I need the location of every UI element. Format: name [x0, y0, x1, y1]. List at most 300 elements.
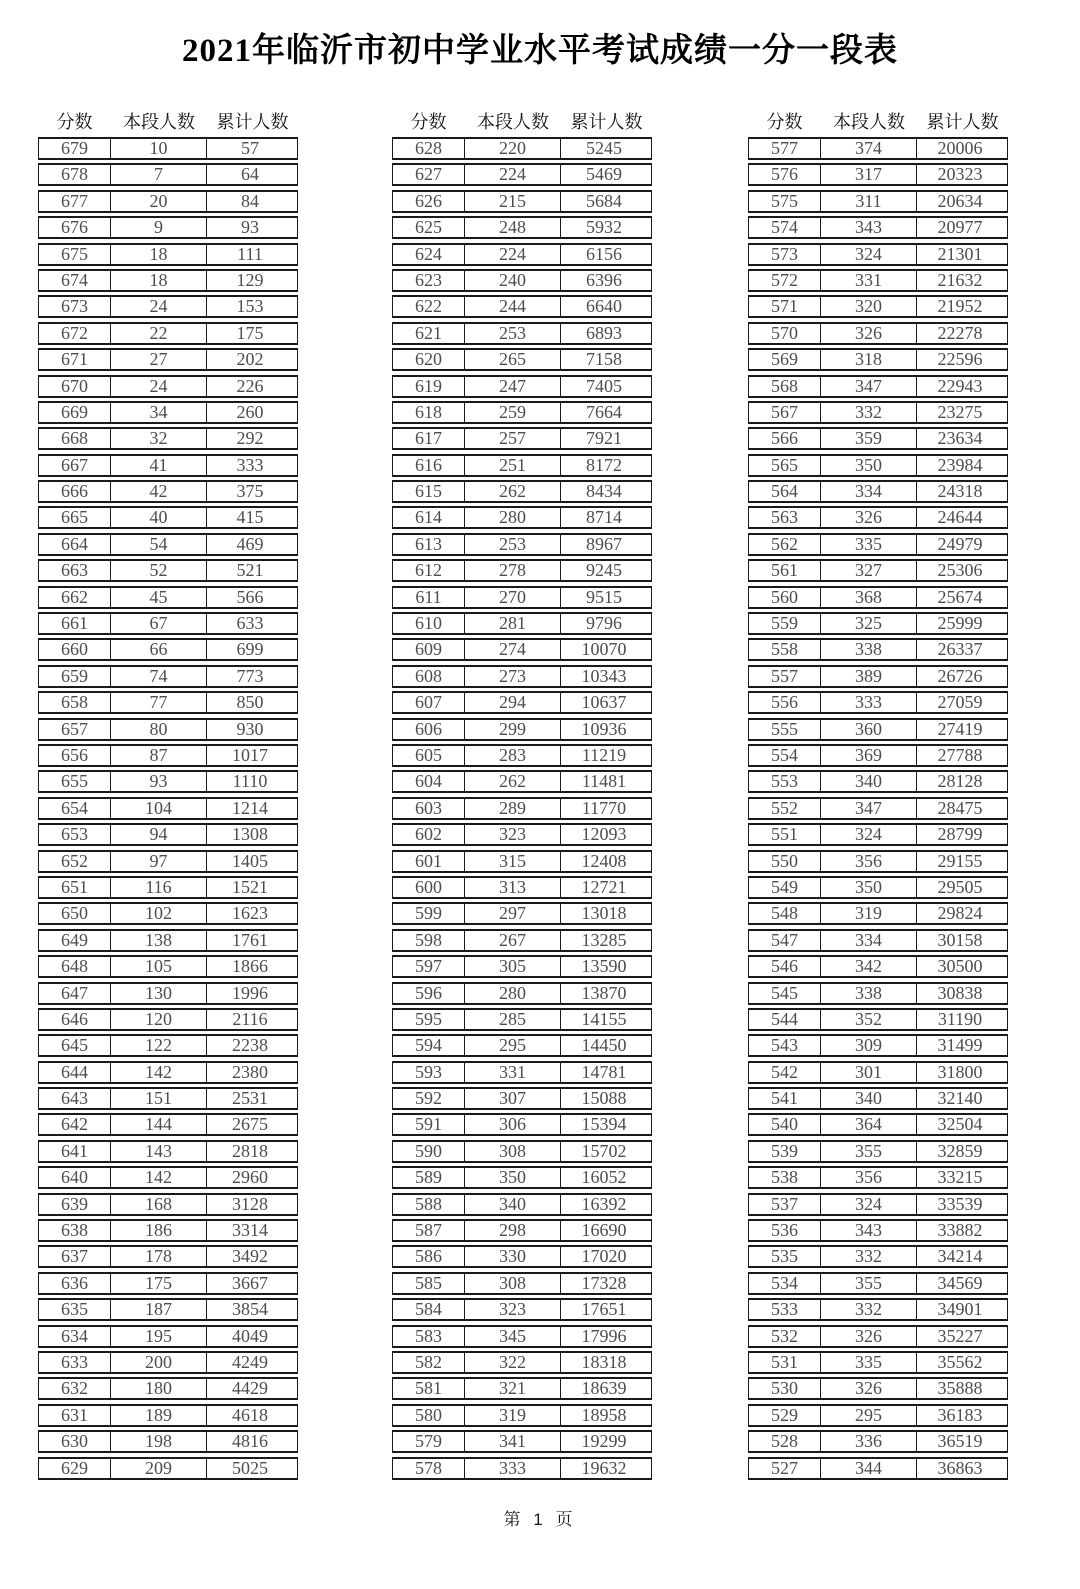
- table-row: [38, 1325, 298, 1348]
- cumulative-count-cell: 2238: [232, 1035, 268, 1056]
- segment-count-cell: 356: [821, 852, 917, 871]
- table-row: [38, 1193, 298, 1216]
- cumulative-count-cell: 202: [236, 349, 264, 370]
- table-row: [748, 1351, 1008, 1374]
- score-cell: 548: [749, 904, 821, 923]
- segment-count-cell: 343: [821, 218, 917, 237]
- cumulative-count-cell: 27788: [937, 744, 983, 765]
- score-cell: 567: [749, 403, 821, 422]
- segment-count-cell: 334: [821, 931, 917, 950]
- segment-count-cell: 374: [821, 139, 917, 158]
- table-row: [748, 665, 1008, 688]
- cumulative-count-cell: 24644: [937, 507, 983, 528]
- score-cell: 610: [393, 614, 465, 633]
- table-row: [392, 744, 652, 767]
- score-cell: 654: [39, 799, 111, 818]
- cumulative-count-cell: 34901: [937, 1299, 983, 1320]
- table-row: [38, 1377, 298, 1400]
- segment-count-cell: 104: [111, 799, 207, 818]
- cumulative-count-cell: 84: [241, 190, 259, 211]
- segment-count-cell: 336: [821, 1432, 917, 1451]
- segment-count-cell: 9: [111, 218, 207, 237]
- segment-count-cell: 319: [465, 1406, 561, 1425]
- score-cell: 591: [393, 1115, 465, 1134]
- cumulative-count-cell: 33882: [937, 1220, 983, 1241]
- cumulative-count-cell: 6396: [586, 269, 622, 290]
- table-row: [748, 1430, 1008, 1453]
- score-cell: 641: [39, 1142, 111, 1161]
- segment-count-cell: 333: [465, 1459, 561, 1478]
- table-row: [38, 348, 298, 371]
- cumulative-count-cell: 17996: [581, 1325, 627, 1346]
- score-cell: 618: [393, 403, 465, 422]
- table-row: [392, 1034, 652, 1057]
- score-cell: 570: [749, 324, 821, 343]
- segment-count-cell: 330: [465, 1247, 561, 1266]
- score-cell: 575: [749, 192, 821, 211]
- cumulative-count-cell: 12408: [581, 850, 627, 871]
- cumulative-count-cell: 2531: [232, 1088, 268, 1109]
- table-row: [748, 322, 1008, 345]
- segment-count-cell: 280: [465, 984, 561, 1003]
- table-row: [38, 691, 298, 714]
- segment-count-cell: 10: [111, 139, 207, 158]
- page-title: 2021年临沂市初中学业水平考试成绩一分一段表: [182, 33, 898, 69]
- cumulative-count-cell: 93: [241, 217, 259, 238]
- score-cell: 638: [39, 1221, 111, 1240]
- score-cell: 648: [39, 957, 111, 976]
- score-cell: 672: [39, 324, 111, 343]
- table-row: [38, 401, 298, 424]
- table-row: [38, 1008, 298, 1031]
- cumulative-count-cell: 153: [236, 296, 264, 317]
- cumulative-count-cell: 12721: [581, 876, 627, 897]
- score-cell: 545: [749, 984, 821, 1003]
- cumulative-count-cell: 34214: [937, 1246, 983, 1267]
- table-row: [392, 480, 652, 503]
- score-cell: 568: [749, 377, 821, 396]
- score-cell: 658: [39, 693, 111, 712]
- table-row: [748, 216, 1008, 239]
- segment-count-cell: 340: [821, 1089, 917, 1108]
- score-cell: 614: [393, 508, 465, 527]
- cumulative-count-cell: 13285: [581, 929, 627, 950]
- cumulative-count-cell: 31800: [937, 1061, 983, 1082]
- score-cell: 587: [393, 1221, 465, 1240]
- score-cell: 606: [393, 720, 465, 739]
- table-row: [38, 876, 298, 899]
- score-cell: 530: [749, 1379, 821, 1398]
- segment-count-cell: 200: [111, 1353, 207, 1372]
- segment-count-cell: 32: [111, 429, 207, 448]
- cumulative-count-cell: 10343: [581, 665, 627, 686]
- cumulative-count-cell: 260: [236, 401, 264, 422]
- cumulative-count-cell: 1405: [232, 850, 268, 871]
- score-cell: 640: [39, 1168, 111, 1187]
- segment-count-cell: 338: [821, 984, 917, 1003]
- cumulative-count-cell: 175: [236, 322, 264, 343]
- table-row: [38, 1219, 298, 1242]
- segment-count-cell: 209: [111, 1459, 207, 1478]
- table-row: [748, 559, 1008, 582]
- score-cell: 678: [39, 165, 111, 184]
- score-cell: 551: [749, 825, 821, 844]
- cumulative-count-cell: 1996: [232, 982, 268, 1003]
- cumulative-count-cell: 566: [236, 586, 264, 607]
- cumulative-count-cell: 34569: [937, 1272, 983, 1293]
- table-row: [38, 1245, 298, 1268]
- table-row: [748, 427, 1008, 450]
- header-cumulative-count: 累计人数: [216, 112, 289, 132]
- segment-count-cell: 295: [465, 1036, 561, 1055]
- cumulative-count-cell: 11219: [581, 744, 627, 765]
- segment-count-cell: 54: [111, 535, 207, 554]
- segment-count-cell: 341: [465, 1432, 561, 1451]
- segment-count-cell: 350: [465, 1168, 561, 1187]
- table-row: [748, 533, 1008, 556]
- score-cell: 599: [393, 904, 465, 923]
- score-cell: 598: [393, 931, 465, 950]
- cumulative-count-cell: 7158: [586, 349, 622, 370]
- cumulative-count-cell: 32140: [937, 1088, 983, 1109]
- cumulative-count-cell: 292: [236, 428, 264, 449]
- segment-count-cell: 278: [465, 561, 561, 580]
- cumulative-count-cell: 1521: [232, 876, 268, 897]
- cumulative-count-cell: 1623: [232, 903, 268, 924]
- score-cell: 580: [393, 1406, 465, 1425]
- cumulative-count-cell: 10637: [581, 692, 627, 713]
- table-row: [392, 1113, 652, 1136]
- score-cell: 666: [39, 482, 111, 501]
- score-cell: 627: [393, 165, 465, 184]
- score-cell: 632: [39, 1379, 111, 1398]
- cumulative-count-cell: 22943: [937, 375, 983, 396]
- cumulative-count-cell: 30158: [937, 929, 983, 950]
- score-cell: 561: [749, 561, 821, 580]
- segment-count-cell: 80: [111, 720, 207, 739]
- segment-count-cell: 389: [821, 667, 917, 686]
- segment-count-cell: 344: [821, 1459, 917, 1478]
- table-row: [392, 612, 652, 635]
- table-row: [392, 1325, 652, 1348]
- segment-count-cell: 74: [111, 667, 207, 686]
- segment-count-cell: 280: [465, 508, 561, 527]
- cumulative-count-cell: 18639: [581, 1378, 627, 1399]
- score-cell: 626: [393, 192, 465, 211]
- segment-count-cell: 327: [821, 561, 917, 580]
- cumulative-count-cell: 521: [236, 560, 264, 581]
- segment-count-cell: 20: [111, 192, 207, 211]
- cumulative-count-cell: 11481: [581, 771, 627, 792]
- score-cell: 644: [39, 1063, 111, 1082]
- segment-count-cell: 122: [111, 1036, 207, 1055]
- table-row: [38, 480, 298, 503]
- segment-count-cell: 313: [465, 878, 561, 897]
- score-cell: 589: [393, 1168, 465, 1187]
- table-row: [748, 982, 1008, 1005]
- score-cell: 572: [749, 271, 821, 290]
- table-row: [748, 269, 1008, 292]
- segment-count-cell: 294: [465, 693, 561, 712]
- cumulative-count-cell: 469: [236, 533, 264, 554]
- table-row: [392, 1457, 652, 1480]
- cumulative-count-cell: 226: [236, 375, 264, 396]
- table-row: [38, 823, 298, 846]
- cumulative-count-cell: 28475: [937, 797, 983, 818]
- segment-count-cell: 186: [111, 1221, 207, 1240]
- header-cumulative-count: 累计人数: [570, 112, 643, 132]
- table-row: [38, 559, 298, 582]
- segment-count-cell: 305: [465, 957, 561, 976]
- score-cell: 669: [39, 403, 111, 422]
- segment-count-cell: 34: [111, 403, 207, 422]
- column-header-row: [38, 109, 298, 133]
- table-row: [392, 322, 652, 345]
- segment-count-cell: 326: [821, 508, 917, 527]
- segment-count-cell: 308: [465, 1142, 561, 1161]
- table-row: [38, 797, 298, 820]
- table-row: [392, 902, 652, 925]
- score-cell: 633: [39, 1353, 111, 1372]
- segment-count-cell: 259: [465, 403, 561, 422]
- cumulative-count-cell: 2818: [232, 1140, 268, 1161]
- table-row: [392, 955, 652, 978]
- cumulative-count-cell: 20634: [937, 190, 983, 211]
- score-cell: 607: [393, 693, 465, 712]
- table-row: [748, 1245, 1008, 1268]
- cumulative-count-cell: 19632: [581, 1457, 627, 1478]
- table-row: [748, 454, 1008, 477]
- segment-count-cell: 326: [821, 1379, 917, 1398]
- segment-count-cell: 317: [821, 165, 917, 184]
- table-row: [38, 1351, 298, 1374]
- cumulative-count-cell: 5025: [232, 1457, 268, 1478]
- cumulative-count-cell: 32504: [937, 1114, 983, 1135]
- cumulative-count-cell: 22596: [937, 349, 983, 370]
- cumulative-count-cell: 21632: [937, 269, 983, 290]
- segment-count-cell: 298: [465, 1221, 561, 1240]
- segment-count-cell: 360: [821, 720, 917, 739]
- score-cell: 558: [749, 640, 821, 659]
- segment-count-cell: 347: [821, 377, 917, 396]
- score-cell: 679: [39, 139, 111, 158]
- score-cell: 596: [393, 984, 465, 1003]
- segment-count-cell: 273: [465, 667, 561, 686]
- cumulative-count-cell: 10070: [581, 639, 627, 660]
- score-cell: 676: [39, 218, 111, 237]
- score-cell: 662: [39, 588, 111, 607]
- segment-count-cell: 323: [465, 1300, 561, 1319]
- score-cell: 563: [749, 508, 821, 527]
- cumulative-count-cell: 14155: [581, 1008, 627, 1029]
- table-row: [748, 375, 1008, 398]
- cumulative-count-cell: 2116: [232, 1008, 268, 1029]
- table-row: [38, 1457, 298, 1480]
- segment-count-cell: 322: [465, 1353, 561, 1372]
- table-row: [38, 1298, 298, 1321]
- table-row: [392, 929, 652, 952]
- segment-count-cell: 253: [465, 324, 561, 343]
- cumulative-count-cell: 23275: [937, 401, 983, 422]
- score-cell: 549: [749, 878, 821, 897]
- table-row: [392, 1404, 652, 1427]
- score-cell: 586: [393, 1247, 465, 1266]
- table-row: [748, 876, 1008, 899]
- cumulative-count-cell: 1308: [232, 824, 268, 845]
- segment-count-cell: 306: [465, 1115, 561, 1134]
- segment-count-cell: 270: [465, 588, 561, 607]
- table-row: [392, 506, 652, 529]
- score-cell: 673: [39, 297, 111, 316]
- table-row: [38, 718, 298, 741]
- score-cell: 628: [393, 139, 465, 158]
- table-row: [38, 744, 298, 767]
- score-cell: 668: [39, 429, 111, 448]
- segment-count-cell: 325: [821, 614, 917, 633]
- cumulative-count-cell: 25306: [937, 560, 983, 581]
- table-row: [38, 929, 298, 952]
- score-cell: 588: [393, 1195, 465, 1214]
- table-row: [392, 1061, 652, 1084]
- score-cell: 621: [393, 324, 465, 343]
- score-cell: 653: [39, 825, 111, 844]
- table-row: [748, 718, 1008, 741]
- table-row: [748, 295, 1008, 318]
- score-cell: 652: [39, 852, 111, 871]
- cumulative-count-cell: 18318: [581, 1351, 627, 1372]
- table-row: [748, 1061, 1008, 1084]
- table-row: [748, 1008, 1008, 1031]
- table-row: [392, 797, 652, 820]
- score-cell: 564: [749, 482, 821, 501]
- segment-count-cell: 180: [111, 1379, 207, 1398]
- score-cell: 663: [39, 561, 111, 580]
- cumulative-count-cell: 4429: [232, 1378, 268, 1399]
- table-row: [392, 533, 652, 556]
- table-row: [392, 1087, 652, 1110]
- cumulative-count-cell: 25674: [937, 586, 983, 607]
- segment-count-cell: 324: [821, 245, 917, 264]
- table-row: [38, 216, 298, 239]
- score-table-column: [392, 109, 652, 1483]
- cumulative-count-cell: 15394: [581, 1114, 627, 1135]
- table-row: [392, 1245, 652, 1268]
- table-row: [748, 1034, 1008, 1057]
- table-row: [392, 876, 652, 899]
- score-cell: 629: [39, 1459, 111, 1478]
- score-cell: 569: [749, 350, 821, 369]
- score-cell: 597: [393, 957, 465, 976]
- table-row: [392, 269, 652, 292]
- score-cell: 578: [393, 1459, 465, 1478]
- score-cell: 595: [393, 1010, 465, 1029]
- cumulative-count-cell: 2380: [232, 1061, 268, 1082]
- cumulative-count-cell: 16392: [581, 1193, 627, 1214]
- score-cell: 617: [393, 429, 465, 448]
- table-row: [392, 665, 652, 688]
- cumulative-count-cell: 17651: [581, 1299, 627, 1320]
- segment-count-cell: 289: [465, 799, 561, 818]
- score-cell: 535: [749, 1247, 821, 1266]
- score-cell: 611: [393, 588, 465, 607]
- cumulative-count-cell: 27419: [937, 718, 983, 739]
- cumulative-count-cell: 1017: [232, 744, 268, 765]
- score-cell: 674: [39, 271, 111, 290]
- cumulative-count-cell: 14450: [581, 1035, 627, 1056]
- segment-count-cell: 224: [465, 245, 561, 264]
- score-cell: 615: [393, 482, 465, 501]
- segment-count-cell: 198: [111, 1432, 207, 1451]
- table-row: [38, 1113, 298, 1136]
- table-row: [392, 401, 652, 424]
- score-cell: 646: [39, 1010, 111, 1029]
- segment-count-cell: 326: [821, 324, 917, 343]
- score-cell: 585: [393, 1274, 465, 1293]
- cumulative-count-cell: 11770: [581, 797, 627, 818]
- cumulative-count-cell: 18958: [581, 1404, 627, 1425]
- table-row: [392, 243, 652, 266]
- score-cell: 620: [393, 350, 465, 369]
- score-cell: 665: [39, 508, 111, 527]
- cumulative-count-cell: 14781: [581, 1061, 627, 1082]
- score-cell: 579: [393, 1432, 465, 1451]
- cumulative-count-cell: 4249: [232, 1351, 268, 1372]
- cumulative-count-cell: 19299: [581, 1431, 627, 1452]
- cumulative-count-cell: 17020: [581, 1246, 627, 1267]
- cumulative-count-cell: 9796: [586, 613, 622, 634]
- table-row: [392, 850, 652, 873]
- score-cell: 609: [393, 640, 465, 659]
- table-row: [38, 1166, 298, 1189]
- table-row: [392, 1166, 652, 1189]
- cumulative-count-cell: 2960: [232, 1167, 268, 1188]
- segment-count-cell: 253: [465, 535, 561, 554]
- segment-count-cell: 309: [821, 1036, 917, 1055]
- segment-count-cell: 151: [111, 1089, 207, 1108]
- table-row: [748, 612, 1008, 635]
- cumulative-count-cell: 1110: [232, 771, 268, 792]
- score-cell: 562: [749, 535, 821, 554]
- score-cell: 590: [393, 1142, 465, 1161]
- table-row: [392, 982, 652, 1005]
- cumulative-count-cell: 31499: [937, 1035, 983, 1056]
- score-cell: 602: [393, 825, 465, 844]
- segment-count-cell: 324: [821, 825, 917, 844]
- cumulative-count-cell: 8434: [586, 481, 622, 502]
- table-row: [38, 190, 298, 213]
- segment-count-cell: 335: [821, 535, 917, 554]
- cumulative-count-cell: 36183: [937, 1404, 983, 1425]
- segment-count-cell: 142: [111, 1168, 207, 1187]
- table-row: [392, 1351, 652, 1374]
- segment-count-cell: 338: [821, 640, 917, 659]
- segment-count-cell: 355: [821, 1274, 917, 1293]
- segment-count-cell: 295: [821, 1406, 917, 1425]
- segment-count-cell: 77: [111, 693, 207, 712]
- table-row: [748, 902, 1008, 925]
- cumulative-count-cell: 31190: [937, 1008, 983, 1029]
- cumulative-count-cell: 7405: [586, 375, 622, 396]
- segment-count-cell: 251: [465, 456, 561, 475]
- segment-count-cell: 323: [465, 825, 561, 844]
- segment-count-cell: 345: [465, 1327, 561, 1346]
- score-cell: 631: [39, 1406, 111, 1425]
- segment-count-cell: 321: [465, 1379, 561, 1398]
- cumulative-count-cell: 3492: [232, 1246, 268, 1267]
- score-cell: 576: [749, 165, 821, 184]
- segment-count-cell: 195: [111, 1327, 207, 1346]
- page-number: 第 1 页: [503, 1509, 577, 1529]
